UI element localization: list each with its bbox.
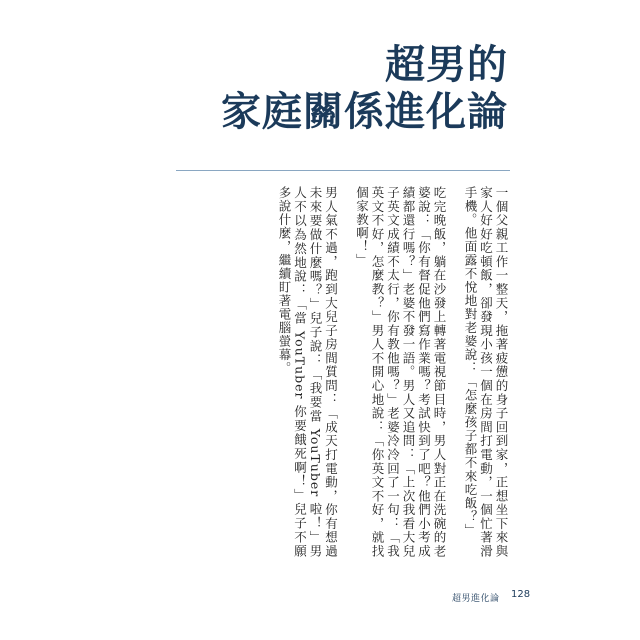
paragraph-2: 吃完晚飯，躺在沙發上轉著電視節目時，男人對正在洗碗的老婆說：「你有督促他們寫作業嗎？考試快到了吧？他們小考成績都還行嗎？」老婆不發一語。男人又追問：「上次我看大兒子英文成績不太行，你有教他嗎？」老婆冷冷回了一句：「我英文不好，怎麼教？」男人不開心地說：「你英文不好，就找個家教啊！」: [354, 186, 447, 558]
body-text: [169, 186, 509, 558]
paragraph-1: 一個父親工作一整天，拖著疲憊的身子回到家，正想坐下來與家人好好吃頓飯，卻發現小孩一個在房間打電動，一個忙著滑手機。他面露不悅地對老婆說：「怎麼孩子都不來吃飯？」: [463, 186, 509, 558]
title-divider: [176, 170, 510, 171]
paragraph-3: 男人氣不過，跑到大兒子房間質問：「成天打電動，你有想過未來要做什麼嗎？」兒子說：「我要當 YouTuber 啦！」男人不以為然地說：「當 YouTuber 你要餓死啊！」兒子不願多說什麼，繼續盯著電腦螢幕。: [277, 186, 339, 558]
page-number: 128: [511, 589, 531, 600]
chapter-title-line-2: 家庭關係進化論: [221, 89, 508, 135]
chapter-title-line-1: 超男的: [385, 42, 508, 88]
running-footer-title: 超男進化論: [452, 594, 500, 604]
chapter-title: [168, 42, 508, 136]
